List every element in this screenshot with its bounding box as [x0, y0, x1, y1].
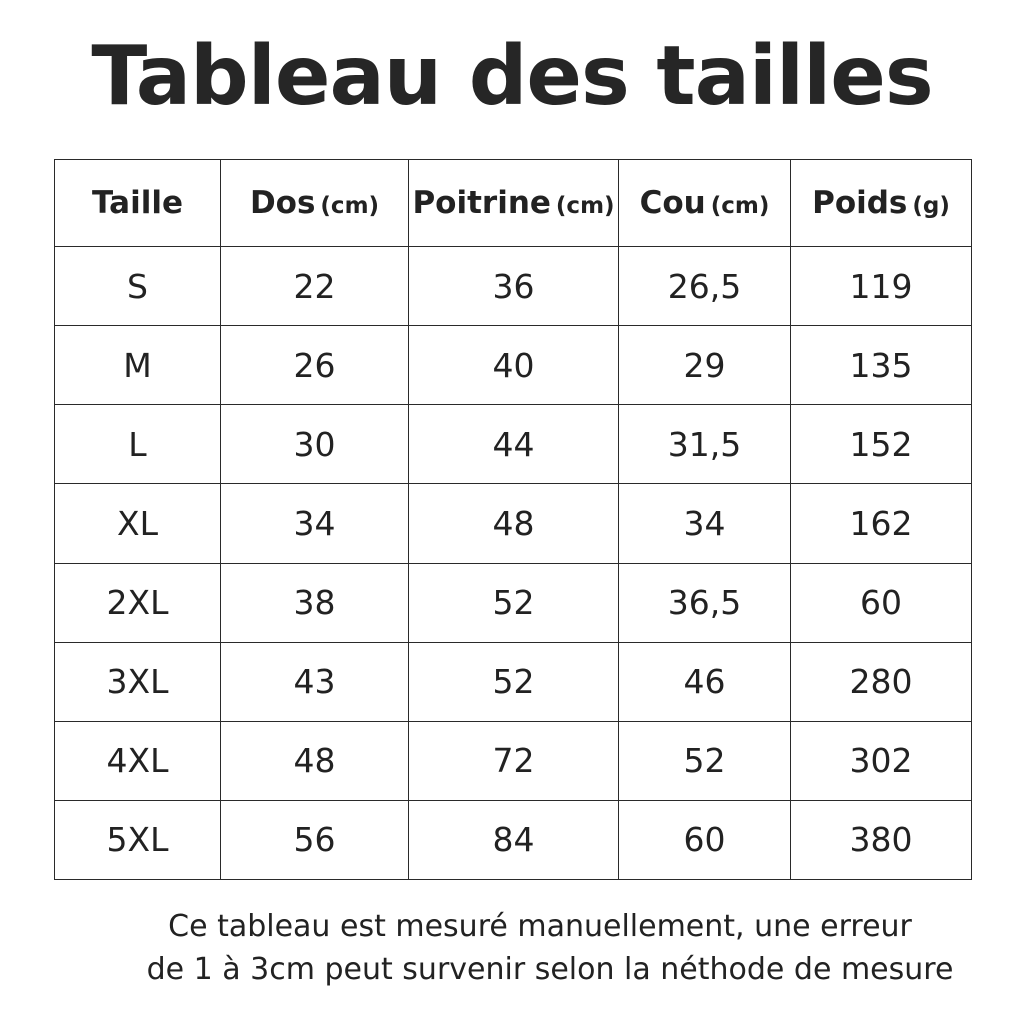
table-row	[55, 642, 972, 721]
table-cell: 48	[221, 721, 409, 800]
table-cell: 2XL	[55, 563, 221, 642]
table-cell: 52	[409, 642, 619, 721]
table-row	[55, 247, 972, 326]
table-cell: 29	[619, 326, 791, 405]
table-cell: 36	[409, 247, 619, 326]
table-row	[55, 326, 972, 405]
table-cell: 34	[221, 484, 409, 563]
table-cell: 162	[791, 484, 972, 563]
header-cell-dos	[221, 160, 409, 247]
table-cell: 84	[409, 800, 619, 879]
size-table	[54, 159, 972, 880]
table-cell: XL	[55, 484, 221, 563]
table-cell: M	[55, 326, 221, 405]
table-cell: 46	[619, 642, 791, 721]
table-cell: 40	[409, 326, 619, 405]
table-row	[55, 721, 972, 800]
table-cell: 72	[409, 721, 619, 800]
header-unit: (cm)	[710, 193, 770, 219]
table-cell: 135	[791, 326, 972, 405]
table-cell: 44	[409, 405, 619, 484]
table-cell: 34	[619, 484, 791, 563]
header-row	[55, 160, 972, 247]
table-row	[55, 800, 972, 879]
table-cell: 60	[791, 563, 972, 642]
table-cell: 26	[221, 326, 409, 405]
table-cell: 119	[791, 247, 972, 326]
table-cell: 380	[791, 800, 972, 879]
table-cell: 4XL	[55, 721, 221, 800]
header-unit: (g)	[912, 193, 950, 219]
table-row	[55, 484, 972, 563]
table-cell: 38	[221, 563, 409, 642]
header-label: Poitrine	[412, 185, 551, 221]
table-cell: 48	[409, 484, 619, 563]
table-cell: 3XL	[55, 642, 221, 721]
header-cell-cou	[619, 160, 791, 247]
table-cell: L	[55, 405, 221, 484]
table-cell: 26,5	[619, 247, 791, 326]
header-label: Taille	[92, 185, 183, 221]
table-cell: 52	[409, 563, 619, 642]
table-cell: 36,5	[619, 563, 791, 642]
header-label: Poids	[812, 185, 908, 221]
header-label: Dos	[249, 185, 316, 221]
table-row	[55, 563, 972, 642]
header-cell-poids	[791, 160, 972, 247]
header-label: Cou	[639, 185, 706, 221]
table-cell: 52	[619, 721, 791, 800]
table-cell: 280	[791, 642, 972, 721]
table-cell: 302	[791, 721, 972, 800]
table-cell: 30	[221, 405, 409, 484]
header-unit: (cm)	[555, 193, 615, 219]
table-cell: 152	[791, 405, 972, 484]
note-line-1: Ce tableau est mesuré manuellement, une erreur	[168, 909, 912, 944]
table-cell: 5XL	[55, 800, 221, 879]
table-cell: 31,5	[619, 405, 791, 484]
header-cell-poitrine	[409, 160, 619, 247]
table-cell: 22	[221, 247, 409, 326]
table-cell: S	[55, 247, 221, 326]
measurement-note	[0, 905, 1024, 991]
note-line-2: de 1 à 3cm peut survenir selon la néthode de mesure	[146, 952, 954, 987]
header-unit: (cm)	[320, 193, 380, 219]
table-row	[55, 405, 972, 484]
table-cell: 43	[221, 642, 409, 721]
page-title: Tableau des tailles	[91, 29, 933, 124]
table-cell: 56	[221, 800, 409, 879]
table-cell: 60	[619, 800, 791, 879]
header-cell-taille	[55, 160, 221, 247]
